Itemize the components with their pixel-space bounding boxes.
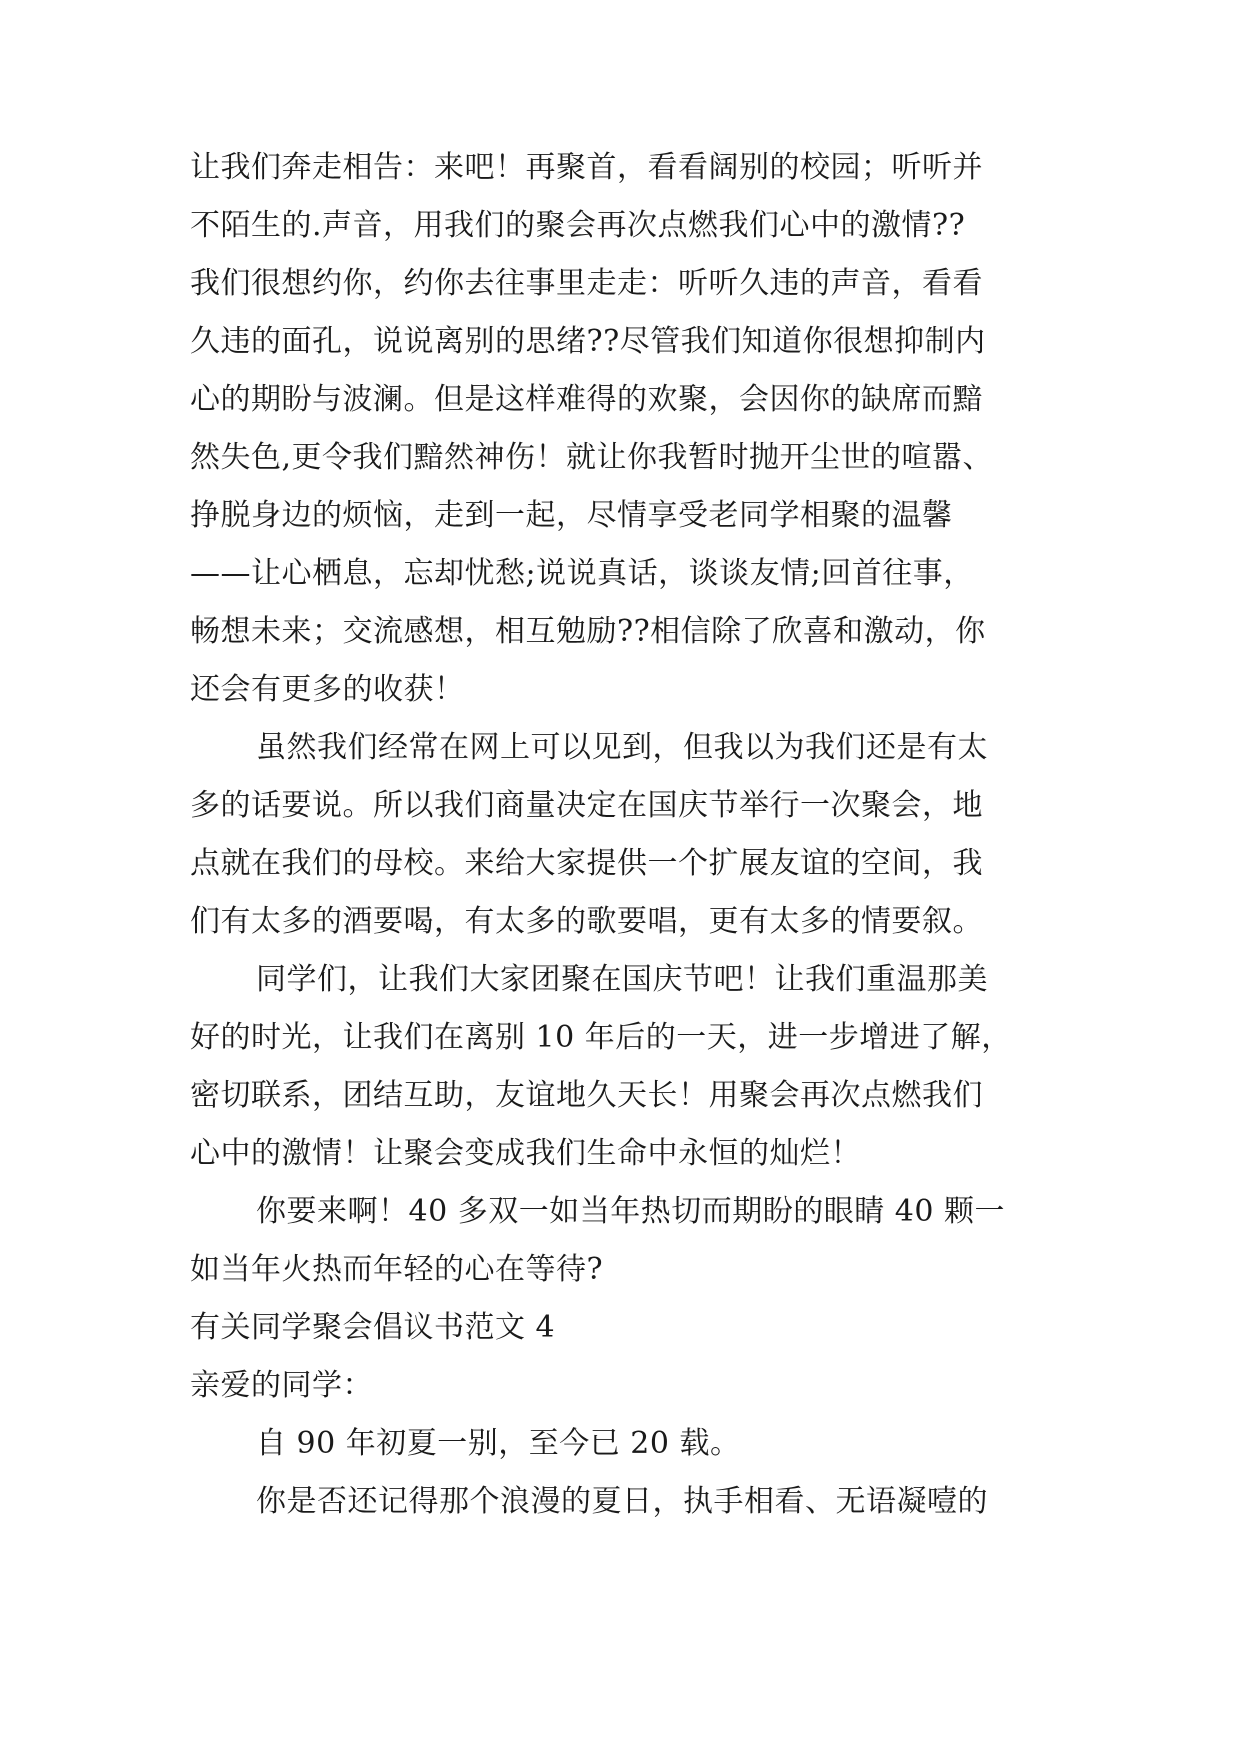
paragraph-line: 畅想未来；交流感想，相互勉励??相信除了欣喜和激动，你 <box>190 614 986 649</box>
paragraph-line: 如当年火热而年轻的心在等待? <box>190 1252 604 1287</box>
salutation-line: 亲爱的同学： <box>190 1368 373 1403</box>
paragraph-line: 同学们，让我们大家团聚在国庆节吧！让我们重温那美 <box>256 962 988 997</box>
paragraph-line: 你是否还记得那个浪漫的夏日，执手相看、无语凝噎的 <box>256 1484 988 1519</box>
paragraph-line: 不陌生的.声音，用我们的聚会再次点燃我们心中的激情?? <box>190 208 966 243</box>
paragraph-line: 好的时光，让我们在离别 10 年后的一天，进一步增进了解， <box>190 1020 1012 1055</box>
paragraph-line: 们有太多的酒要喝，有太多的歌要唱，更有太多的情要叙。 <box>190 904 983 939</box>
paragraph-line: 久违的面孔，说说离别的思绪??尽管我们知道你很想抑制内 <box>190 324 986 359</box>
section-heading: 有关同学聚会倡议书范文 4 <box>190 1310 556 1345</box>
paragraph-line: 密切联系，团结互助，友谊地久天长！用聚会再次点燃我们 <box>190 1078 983 1113</box>
paragraph-line: 你要来啊！40 多双一如当年热切而期盼的眼睛 40 颗一 <box>256 1194 1005 1229</box>
paragraph-line: 挣脱身边的烦恼，走到一起，尽情享受老同学相聚的温馨 <box>190 498 953 533</box>
paragraph-line: 虽然我们经常在网上可以见到，但我以为我们还是有太 <box>256 730 988 765</box>
paragraph-line: 多的话要说。所以我们商量决定在国庆节举行一次聚会，地 <box>190 788 983 823</box>
paragraph-line: 心中的激情！让聚会变成我们生命中永恒的灿烂！ <box>190 1136 861 1171</box>
paragraph-line: 我们很想约你，约你去往事里走走：听听久违的声音，看看 <box>190 266 983 301</box>
paragraph-line: 然失色,更令我们黯然神伤！就让你我暂时抛开尘世的喧嚣、 <box>190 440 994 475</box>
paragraph-line: 自 90 年初夏一别，至今已 20 载。 <box>256 1426 741 1461</box>
paragraph-line: ——让心栖息，忘却忧愁;说说真话，谈谈友情;回首往事， <box>190 556 974 591</box>
paragraph-line: 心的期盼与波澜。但是这样难得的欢聚，会因你的缺席而黯 <box>190 382 983 417</box>
paragraph-line: 还会有更多的收获！ <box>190 672 465 707</box>
paragraph-line: 让我们奔走相告：来吧！再聚首，看看阔别的校园；听听并 <box>190 150 983 185</box>
paragraph-line: 点就在我们的母校。来给大家提供一个扩展友谊的空间，我 <box>190 846 983 881</box>
